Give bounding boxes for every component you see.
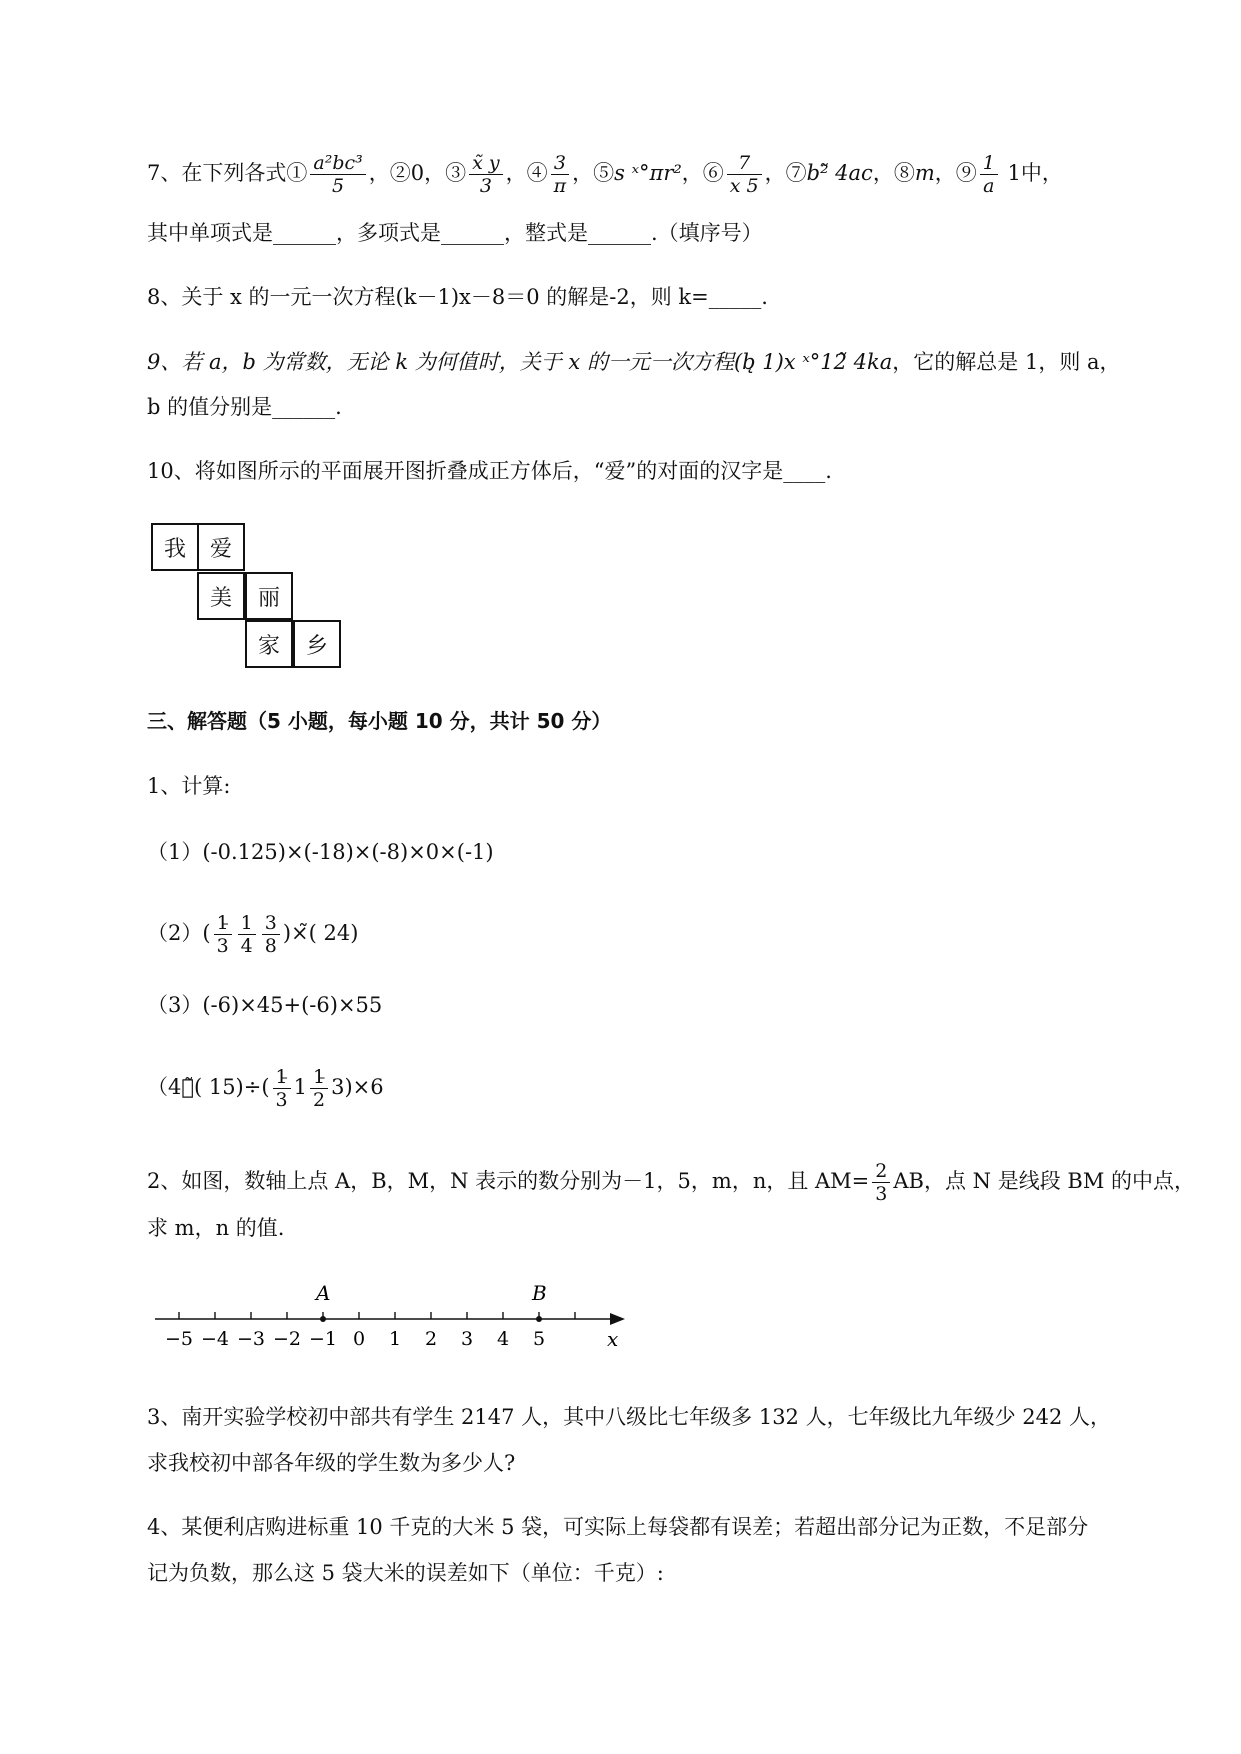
q7-fraction-6: $\frac{7}{x 5}$ [727,152,762,197]
p1-title: 1、计算: [147,774,231,798]
tick-label: −2 [272,1328,302,1350]
q9-line1: 9、若 a，b 为常数，无论 k 为何值时，关于 x 的一元一次方程(b̨ 1)x ˣ°12̃ 4ka，它的解总是 1，则 a， [147,350,1121,374]
point-b-dot [536,1316,542,1322]
p2-line2: 求 m，n 的值. [147,1216,285,1240]
q7-line2: 其中单项式是______，多项式是______，整式是______.（填序号） [147,221,763,245]
number-line-arrow [610,1313,625,1325]
p1-sub4: （4）̃( 15)÷( $\frac{1̵}{3}$ 1 $\frac{1̵}{2}$ 3)×6 [147,1066,384,1111]
p3-line2: 求我校初中部各年级的学生数为多少人? [147,1451,516,1475]
q7-fraction-4: $\frac{3}{\pi}$ [551,152,570,197]
net-cell-mei: 美 [197,572,245,620]
tick-label: 1 [388,1328,402,1350]
net-cell-xiang: 乡 [293,620,341,668]
net-cell-jia: 家 [245,620,293,668]
q7-item-8: m [914,161,935,185]
p3-line1: 3、南开实验学校初中部共有学生 2147 人，其中八级比七年级多 132 人，七年级比九年级少 242 人， [147,1405,1112,1429]
q7-fraction-1: $\frac{\text{a²bc³}}{5}$ [310,152,365,197]
net-cell-ai: 爱 [197,523,245,571]
p1-sub2: （2）( $\frac{1̵}{3}$ $\frac{1}{4}$ $\frac{3}{8}$ )×̃( 24) [147,912,359,957]
net-cell-wo: 我 [151,523,199,571]
tick-label: 0 [352,1328,366,1350]
tick-label: 5 [532,1328,546,1350]
q8-text: 8、关于 x 的一元一次方程(k－1)x－8＝0 的解是-2，则 k=_____. [147,285,768,309]
q10-text: 10、将如图所示的平面展开图折叠成正方体后，“爱”的对面的汉字是____. [147,459,832,483]
q7-line1: 7、在下列各式① $\frac{\text{a²bc³}}{5}$ ，②0，③ $\frac{x̃ y}{3}$ ，④ $\frac{3}{\pi}$ ，⑤s ˣ°πr²，⑥ $\frac{7}{x 5}$ ，⑦b²̃ 4ac，⑧m，⑨ $\frac{1}{a}$ 1中， [147,152,1063,197]
q7-fraction-9: $\frac{1}{a}$ [980,152,998,197]
p1-sub1: （1）(-0.125)×(-18)×(-8)×0×(-1) [147,840,494,864]
axis-name-label: x [607,1327,619,1351]
q7-item-7: b²̃ 4ac [806,161,873,185]
q7-fraction-3: $\frac{x̃ y}{3}$ [469,152,503,197]
tick-label: 3 [460,1328,474,1350]
p2-line1: 2、如图，数轴上点 A，B，M，N 表示的数分别为－1，5，m，n，且 AM= $\frac{2}{3}$ AB，点 N 是线段 BM 的中点， [147,1160,1195,1205]
tick-label: 4 [496,1328,510,1350]
p4-line2: 记为负数，那么这 5 袋大米的误差如下（单位：千克）: [147,1561,664,1585]
tick-label: −4 [200,1328,230,1350]
point-b-label: B [532,1281,547,1305]
tick-label: 2 [424,1328,438,1350]
tick-label: −3 [236,1328,266,1350]
section-3-heading: 三、解答题（5 小题，每小题 10 分，共计 50 分） [147,709,612,733]
number-line-ticks [165,1312,575,1350]
tick-label: −5 [164,1328,194,1350]
net-cell-li: 丽 [245,572,293,620]
q7-item-5: s ˣ°πr² [614,161,682,185]
point-a-label: A [316,1281,331,1305]
p4-line1: 4、某便利店购进标重 10 千克的大米 5 袋，可实际上每袋都有误差；若超出部分记为正数，不足部分 [147,1515,1089,1539]
point-a-dot [320,1316,326,1322]
q9-line2: b 的值分别是______. [147,395,342,419]
tick-label: −1 [308,1328,338,1350]
p1-sub3: （3）(-6)×45+(-6)×55 [147,993,383,1017]
